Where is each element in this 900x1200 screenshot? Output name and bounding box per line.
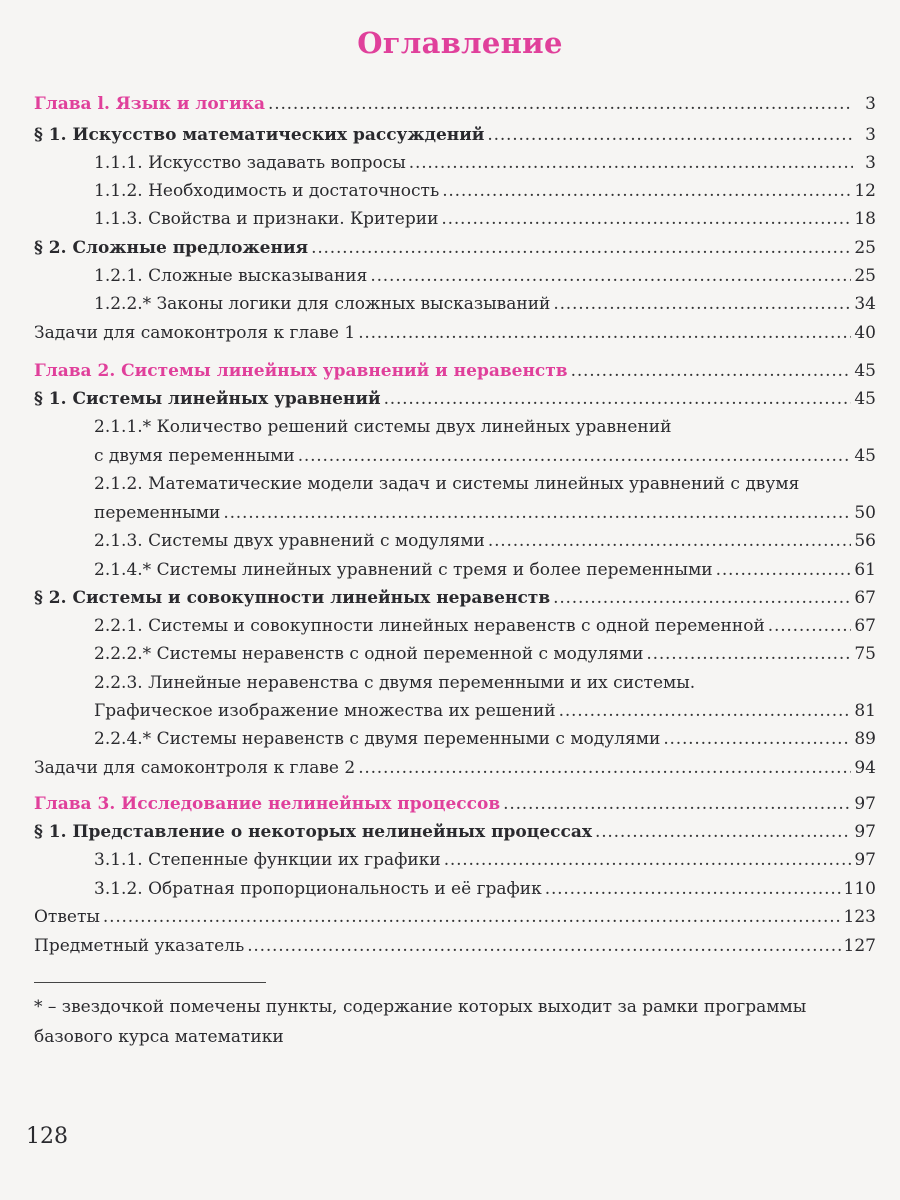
toc-page: 12: [854, 181, 876, 201]
toc-page: 67: [854, 616, 876, 636]
toc-label: § 1. Системы линейных уравнений: [34, 389, 381, 409]
toc-label: § 1. Искусство математических рассуждений: [34, 125, 485, 145]
leader-dots: [103, 907, 841, 928]
toc-page: 3: [865, 94, 876, 114]
toc-entry-subsection[interactable]: [94, 616, 876, 637]
toc-page: 123: [843, 907, 876, 927]
toc-label: Глава 3. Исследование нелинейных процессов: [34, 794, 501, 814]
leader-dots: [571, 361, 852, 382]
footnote-divider: [34, 982, 266, 983]
toc-label: 1.1.1. Искусство задавать вопросы: [94, 153, 406, 173]
toc-page: 97: [854, 794, 876, 814]
page-title: Оглавление: [357, 26, 563, 60]
leader-dots: [487, 125, 853, 146]
toc-page: 3: [865, 125, 876, 145]
toc-entry-section[interactable]: [34, 822, 876, 843]
toc-label: переменными: [94, 503, 221, 523]
toc-label: § 2. Системы и совокупности линейных неравенств: [34, 588, 551, 608]
toc-page: 110: [843, 879, 876, 899]
toc-entry-subsection[interactable]: [94, 879, 876, 900]
leader-dots: [247, 936, 840, 957]
toc-label: Задачи для самоконтроля к главе 2: [34, 758, 356, 778]
toc-page: 75: [854, 644, 876, 664]
toc-entry-subsection[interactable]: [94, 209, 876, 230]
toc-entry-chapter-3[interactable]: [34, 794, 876, 815]
toc-label: 2.1.3. Системы двух уравнений с модулями: [94, 531, 485, 551]
toc-page: 45: [854, 446, 876, 466]
toc-label: 2.2.4.* Системы неравенств с двумя переменными с модулями: [94, 729, 661, 749]
toc-entry-answers[interactable]: [34, 907, 876, 928]
toc-entry-section[interactable]: [34, 238, 876, 259]
toc-page: 34: [854, 294, 876, 314]
toc-label: Ответы: [34, 907, 100, 927]
leader-dots: [370, 266, 851, 287]
toc-entry-first-line: 2.1.2. Математические модели задач и системы линейных уравнений с двумя: [94, 474, 800, 494]
toc-entry-subsection[interactable]: [94, 850, 876, 871]
toc-label: 1.2.2.* Законы логики для сложных высказываний: [94, 294, 551, 314]
toc-entry-subsection[interactable]: [94, 560, 876, 581]
toc-entry-chapter-1[interactable]: [34, 94, 876, 115]
toc-entry-subsection[interactable]: [94, 531, 876, 552]
leader-dots: [488, 531, 851, 552]
leader-dots: [409, 153, 853, 174]
toc-entry-first-line: 2.1.1.* Количество решений системы двух линейных уравнений: [94, 417, 672, 437]
toc-entry-subsection[interactable]: [94, 181, 876, 202]
toc-page: 50: [854, 503, 876, 523]
toc-label: Глава 2. Системы линейных уравнений и неравенств: [34, 361, 568, 381]
toc-page: 97: [854, 822, 876, 842]
toc-page: 56: [854, 531, 876, 551]
leader-dots: [358, 323, 851, 344]
toc-label: 1.1.2. Необходимость и достаточность: [94, 181, 440, 201]
toc-label: Глава l. Язык и логика: [34, 94, 266, 114]
leader-dots: [223, 503, 851, 524]
leader-dots: [716, 560, 852, 581]
toc-page: 67: [854, 588, 876, 608]
toc-label: Графическое изображение множества их решений: [94, 701, 556, 721]
toc-page: 45: [854, 389, 876, 409]
toc-entry-index[interactable]: [34, 936, 876, 957]
page-number: 128: [26, 1124, 68, 1149]
toc-entry-chapter-2[interactable]: [34, 361, 876, 382]
leader-dots: [646, 644, 851, 665]
leader-dots: [545, 879, 841, 900]
toc-entry-first-line: 2.2.3. Линейные неравенства с двумя переменными и их системы.: [94, 673, 696, 693]
toc-page: 18: [854, 209, 876, 229]
toc-entry-self-check[interactable]: [34, 323, 876, 344]
toc-page: 25: [854, 238, 876, 258]
toc-label: 1.2.1. Сложные высказывания: [94, 266, 368, 286]
toc-label: 3.1.2. Обратная пропорциональность и её график: [94, 879, 542, 899]
toc-page: 45: [854, 361, 876, 381]
toc-label: § 1. Представление о некоторых нелинейных процессах: [34, 822, 593, 842]
toc-label: § 2. Сложные предложения: [34, 238, 309, 258]
toc-page: 3: [865, 153, 876, 173]
leader-dots: [663, 729, 851, 750]
toc-entry-subsection[interactable]: [94, 503, 876, 524]
toc-page: 127: [843, 936, 876, 956]
toc-label: 1.1.3. Свойства и признаки. Критерии: [94, 209, 439, 229]
leader-dots: [503, 794, 851, 815]
toc-label: 3.1.1. Степенные функции их графики: [94, 850, 441, 870]
toc-label: Предметный указатель: [34, 936, 245, 956]
toc-page: 40: [854, 323, 876, 343]
leader-dots: [441, 209, 851, 230]
toc-entry-subsection[interactable]: [94, 266, 876, 287]
toc-page: 61: [854, 560, 876, 580]
leader-dots: [358, 758, 851, 779]
toc-entry-section[interactable]: [34, 125, 876, 146]
leader-dots: [553, 294, 851, 315]
toc-entry-subsection[interactable]: [94, 294, 876, 315]
toc-label: 2.2.1. Системы и совокупности линейных неравенств с одной переменной: [94, 616, 765, 636]
toc-label: с двумя переменными: [94, 446, 295, 466]
toc-entry-section[interactable]: [34, 588, 876, 609]
leader-dots: [268, 94, 853, 115]
toc-entry-subsection[interactable]: [94, 153, 876, 174]
toc-label: 2.1.4.* Системы линейных уравнений с тремя и более переменными: [94, 560, 713, 580]
toc-entry-subsection[interactable]: [94, 701, 876, 722]
toc-page: 25: [854, 266, 876, 286]
footnote: * – звездочкой помечены пункты, содержание которых выходит за рамки программы базового курса математики: [34, 997, 807, 1047]
leader-dots: [559, 701, 852, 722]
leader-dots: [442, 181, 851, 202]
leader-dots: [595, 822, 851, 843]
leader-dots: [553, 588, 851, 609]
toc-page: 81: [854, 701, 876, 721]
leader-dots: [311, 238, 851, 259]
toc-entry-subsection[interactable]: [94, 729, 876, 750]
toc-page: 97: [854, 850, 876, 870]
toc-page: 94: [854, 758, 876, 778]
leader-dots: [298, 446, 852, 467]
leader-dots: [384, 389, 852, 410]
toc-label: Задачи для самоконтроля к главе 1: [34, 323, 356, 343]
leader-dots: [444, 850, 852, 871]
toc-entry-subsection[interactable]: [94, 644, 876, 665]
toc-entry-subsection[interactable]: [94, 446, 876, 467]
toc-label: 2.2.2.* Системы неравенств с одной переменной с модулями: [94, 644, 644, 664]
toc-page: 89: [854, 729, 876, 749]
toc-entry-section[interactable]: [34, 389, 876, 410]
toc-entry-self-check[interactable]: [34, 758, 876, 779]
leader-dots: [768, 616, 852, 637]
